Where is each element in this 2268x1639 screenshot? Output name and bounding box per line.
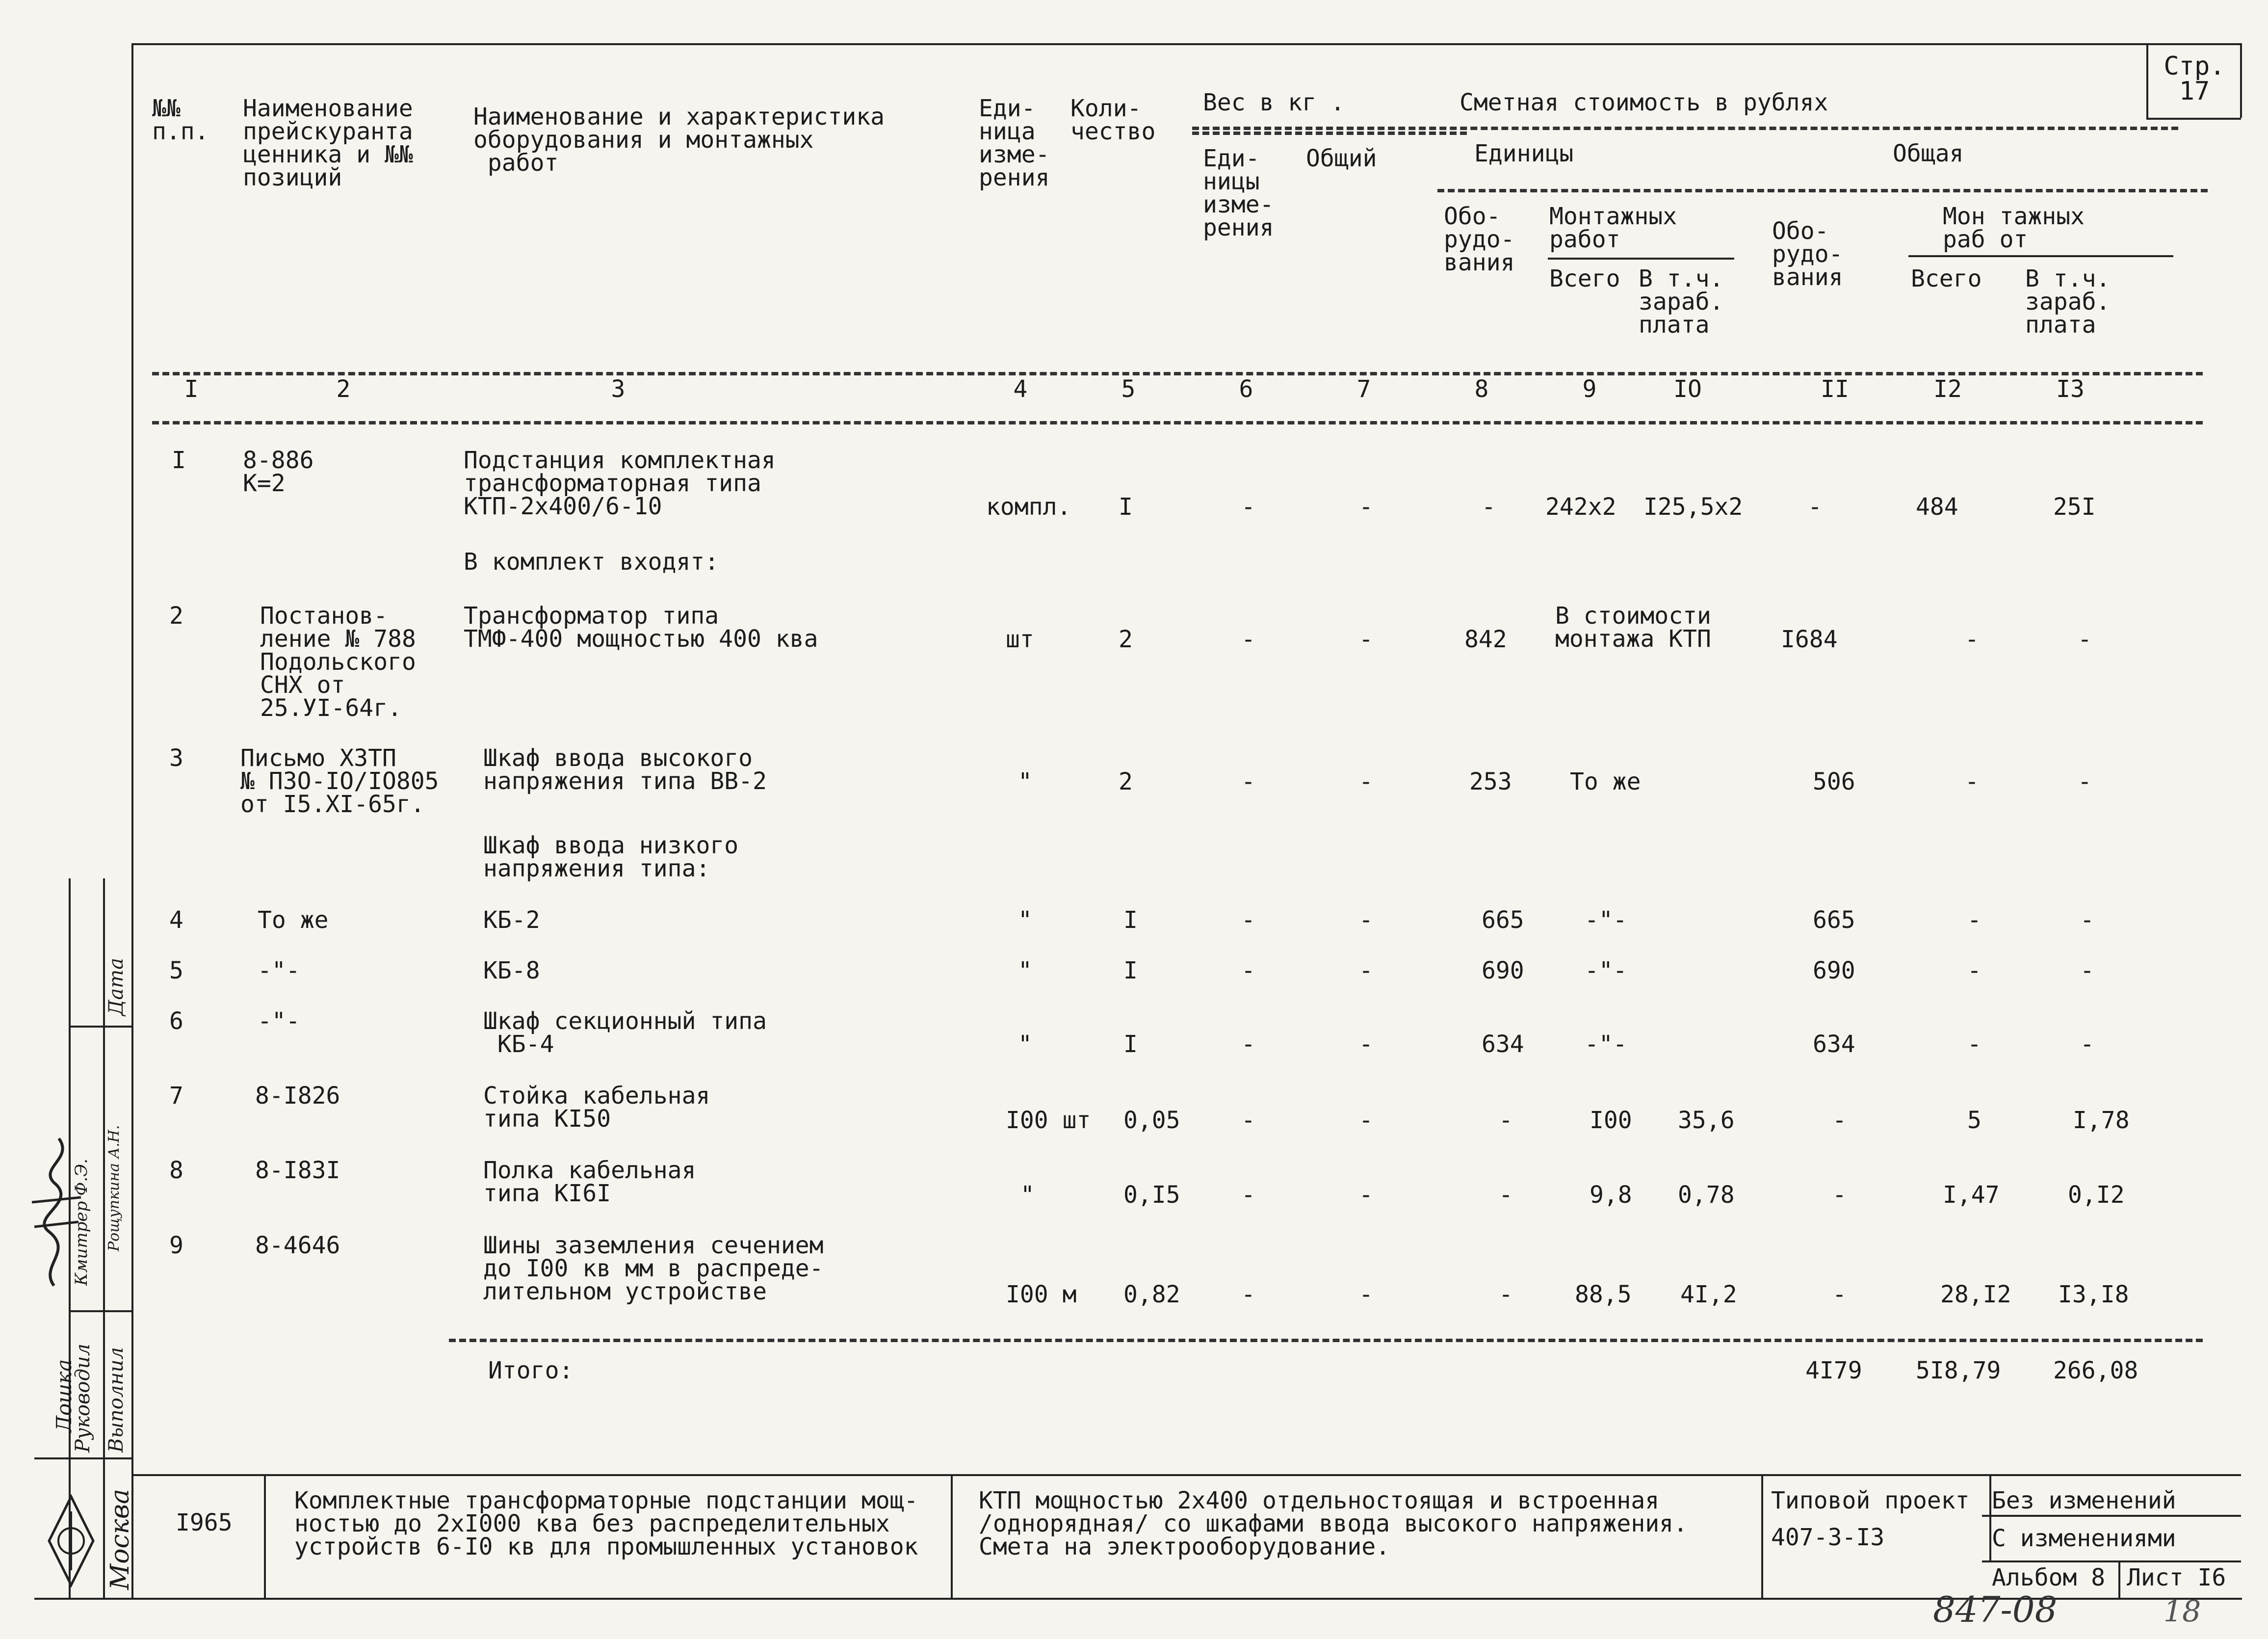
header-wage-unit: В т.ч. зараб. плата [1639, 265, 1724, 339]
row-5-name: КБ-8 [483, 957, 540, 984]
row-6-c13: - [2080, 1031, 2094, 1058]
header-equipment-total: Обо- рудо- вания [1772, 217, 1843, 291]
footer-subject: КТП мощностью 2х400 отдельностоящая и встроенная /однорядная/ со шкафами ввода высокого напряжения. Смета на электрооборудование. [979, 1487, 1688, 1561]
col-number-4: 4 [1013, 375, 1028, 403]
row-6-unit: " [1018, 1031, 1032, 1058]
row-5-c11: 690 [1813, 957, 1855, 984]
footer-divider-2 [951, 1474, 953, 1598]
row-6-c11: 634 [1813, 1031, 1855, 1058]
row-6-c8: 634 [1482, 1031, 1524, 1058]
row-lv-heading: Шкаф ввода низкого напряжения типа: [483, 832, 739, 883]
row-3-unit: " [1018, 768, 1032, 795]
row-3-c12: - [1965, 768, 1979, 795]
row-2-c12: - [1965, 626, 1979, 653]
header-line-install-total [1908, 255, 2173, 257]
row-1-c8: - [1482, 493, 1496, 521]
header-weight-total: Общий [1306, 145, 1377, 172]
row-9-w-total: - [1359, 1281, 1373, 1308]
handwritten-mark: 18 [2164, 1594, 2201, 1629]
row-8-c12: I,47 [1943, 1181, 2000, 1209]
header-col-qty: Коли- чество [1070, 95, 1156, 146]
row-8-ref: 8-I83I [255, 1157, 340, 1184]
header-col-unit: Еди- ница изме- рения [979, 95, 1050, 192]
row-9-c8: - [1499, 1281, 1513, 1308]
footer-album: Альбом 8 [1992, 1564, 2106, 1591]
header-col-pricelist: Наименование прейскуранта ценника и №№ позиций [243, 95, 413, 192]
row-6-c12: - [1967, 1031, 1981, 1058]
col-number-9: 9 [1582, 375, 1597, 403]
row-8-c11: - [1832, 1181, 1847, 1209]
stamp-name-1: Кмитрер Ф.Э. [72, 1159, 91, 1286]
col-number-7: 7 [1356, 375, 1371, 403]
row-6-w-total: - [1359, 1031, 1373, 1058]
footer-with-changes: С изменениями [1992, 1525, 2176, 1552]
row-4-ref: То же [258, 906, 329, 934]
header-weight-unit: Еди- ницы изме- рения [1203, 145, 1274, 242]
row-8-c10: 0,78 [1678, 1181, 1735, 1209]
row-5-c13: - [2080, 957, 2094, 984]
header-all-total: Всего [1911, 265, 1982, 292]
row-9-c11: - [1832, 1281, 1847, 1308]
row-8-w-unit: - [1241, 1181, 1255, 1209]
row-6-name: Шкаф секционный типа КБ-4 [483, 1007, 767, 1058]
stamp-date: Дата [105, 957, 128, 1016]
row-7-qty: 0,05 [1123, 1107, 1180, 1134]
col-number-1: I [184, 375, 199, 403]
handwritten-code: 847-08 [1933, 1589, 2058, 1630]
row-1-no: I [172, 447, 186, 474]
row-9-c13: I3,I8 [2058, 1281, 2129, 1308]
total-c12: 5I8,79 [1916, 1357, 2001, 1384]
row-1-c11: - [1808, 493, 1822, 521]
row-5-w-unit: - [1241, 957, 1255, 984]
row-4-w-total: - [1359, 906, 1373, 934]
row-1-name: Подстанция комплектная трансформаторная типа КТП-2х400/6-10 [464, 447, 776, 521]
row-1-c12: 484 [1916, 493, 1958, 521]
row-6-w-unit: - [1241, 1031, 1255, 1058]
footer-bottom-line [34, 1598, 2242, 1600]
row-2-name: Трансформатор типа ТМФ-400 мощностью 400 ква [464, 602, 818, 653]
footer-year: I965 [176, 1509, 233, 1536]
row-3-qty: 2 [1119, 768, 1133, 795]
header-unit-group: Единицы [1474, 140, 1574, 167]
col-number-10: IO [1673, 375, 1702, 403]
row-7-w-unit: - [1241, 1107, 1255, 1134]
row-1-w-unit: - [1241, 493, 1255, 521]
footer-divider-1 [264, 1474, 266, 1598]
header-bottom-dashed-1 [152, 372, 2203, 375]
footer-description: Комплектные трансформаторные подстанции мощ- ностью до 2хI000 ква без распределительных устройств 6-I0 кв для промышленных установок [294, 1487, 918, 1561]
row-7-c13: I,78 [2073, 1107, 2130, 1134]
header-all-unit: Всего [1549, 265, 1620, 292]
row-9-unit: I00 м [1006, 1281, 1077, 1308]
footer-mid-line [1982, 1515, 2241, 1517]
row-8-name: Полка кабельная типа КI6I [483, 1157, 696, 1208]
row-8-w-total: - [1359, 1181, 1373, 1209]
footer-project-number: 407-3-I3 [1771, 1524, 1885, 1551]
row-5-c12: - [1967, 957, 1981, 984]
row-1-w-total: - [1359, 493, 1373, 521]
row-2-qty: 2 [1119, 626, 1133, 653]
header-wage-total: В т.ч. зараб. плата [2025, 265, 2111, 339]
row-7-unit: I00 шт [1006, 1107, 1091, 1134]
footer-divider-5 [2118, 1560, 2120, 1598]
row-9-no: 9 [169, 1232, 183, 1259]
row-1-qty: I [1119, 493, 1133, 521]
page-label: Стр. 17 [2164, 52, 2225, 106]
col-number-5: 5 [1121, 375, 1136, 403]
row-9-name: Шины заземления сечением до I00 кв мм в распреде- лительном устройстве [483, 1232, 824, 1306]
header-dashed-line-cost [1192, 127, 2178, 130]
row-1-c9: 242х2 [1545, 493, 1616, 521]
row-1-c10: I25,5х2 [1643, 493, 1743, 521]
footer-city: Москва [105, 1489, 135, 1590]
row-4-unit: " [1018, 906, 1032, 934]
row-3-w-total: - [1359, 768, 1373, 795]
header-col-no: №№ п.п. [152, 95, 209, 146]
frame-left-line [131, 43, 133, 1599]
institute-logo [44, 1492, 98, 1590]
row-7-w-total: - [1359, 1107, 1373, 1134]
header-cost-group: Сметная стоимость в рублях [1460, 89, 1828, 116]
header-col-name: Наименование и характеристика оборудования и монтажных работ [473, 103, 885, 177]
footer-no-changes: Без изменений [1992, 1487, 2176, 1514]
row-6-c9: -"- [1585, 1031, 1627, 1058]
row-4-no: 4 [169, 906, 183, 934]
total-c11: 4I79 [1805, 1357, 1862, 1384]
row-7-ref: 8-I826 [255, 1082, 340, 1110]
row-7-no: 7 [169, 1082, 183, 1110]
row-3-no: 3 [169, 744, 183, 772]
footer-project-label: Типовой проект [1771, 1487, 1970, 1514]
total-label: Итого: [488, 1357, 574, 1384]
row-9-c12: 28,I2 [1940, 1281, 2011, 1308]
row-9-w-unit: - [1241, 1281, 1255, 1308]
row-3-c13: - [2078, 768, 2092, 795]
footer-divider-4 [1989, 1474, 1991, 1561]
header-dashed-line-weight [1192, 132, 1467, 135]
header-total-group: Общая [1893, 140, 1964, 167]
row-1-unit: компл. [986, 493, 1071, 521]
footer-top-line [131, 1474, 2241, 1476]
row-9-qty: 0,82 [1123, 1281, 1180, 1308]
row-7-c8: - [1499, 1107, 1513, 1134]
row-7-c12: 5 [1967, 1107, 1981, 1134]
row-3-c9: То же [1570, 768, 1641, 795]
row-2-w-total: - [1359, 626, 1373, 653]
col-number-6: 6 [1239, 375, 1253, 403]
row-6-ref: -"- [258, 1007, 300, 1035]
row-7-name: Стойка кабельная типа КI50 [483, 1082, 710, 1133]
row-5-c9: -"- [1585, 957, 1627, 984]
row-1-c13: 25I [2053, 493, 2096, 521]
row-4-c12: - [1967, 906, 1981, 934]
row-7-c9: I00 [1590, 1107, 1632, 1134]
col-number-12: I2 [1933, 375, 1962, 403]
row-2-c13: - [2078, 626, 2092, 653]
header-dashed-line-units [1437, 189, 2208, 192]
header-weight-group: Вес в кг . [1203, 89, 1345, 116]
row-4-c8: 665 [1482, 906, 1524, 934]
row-4-c11: 665 [1813, 906, 1855, 934]
stamp-role-head: Руководил [72, 1343, 94, 1453]
row-3-c8: 253 [1469, 768, 1512, 795]
row-9-c9: 88,5 [1575, 1281, 1632, 1308]
page-label-box-left [2146, 43, 2148, 118]
col-number-2: 2 [336, 375, 351, 403]
row-8-unit: " [1020, 1181, 1035, 1209]
row-4-c13: - [2080, 906, 2094, 934]
signature-scribble [20, 1129, 98, 1295]
stamp-name-3: Лошка [52, 1359, 76, 1433]
footer-divider-3 [1761, 1474, 1763, 1598]
row-6-no: 6 [169, 1007, 183, 1035]
row-2-no: 2 [169, 602, 183, 630]
row-2-c11: I684 [1781, 626, 1838, 653]
row-8-c9: 9,8 [1590, 1181, 1632, 1209]
row-3-name: Шкаф ввода высокого напряжения типа ВВ-2 [483, 744, 767, 795]
row-8-c13: 0,I2 [2068, 1181, 2125, 1209]
row-5-w-total: - [1359, 957, 1373, 984]
row-2-c9: В стоимости монтажа КТП [1555, 602, 1711, 653]
header-install-total: Мон тажных раб от [1943, 203, 2085, 254]
frame-top-line [131, 43, 2241, 45]
row-3-c11: 506 [1813, 768, 1855, 795]
header-equipment-unit: Обо- рудо- вания [1444, 203, 1515, 277]
row-5-qty: I [1123, 957, 1138, 984]
footer-album-line [1982, 1560, 2241, 1562]
row-8-no: 8 [169, 1157, 183, 1184]
page-label-box-bottom [2146, 118, 2241, 120]
row-7-c10: 35,6 [1678, 1107, 1735, 1134]
stamp-row-line-2 [69, 1310, 131, 1312]
row-3-ref: Письмо ХЗТП № ПЗО-IO/IO805 от I5.XI-65г. [240, 744, 439, 819]
footer-sheet: Лист I6 [2127, 1564, 2226, 1591]
row-2-w-unit: - [1241, 626, 1255, 653]
row-9-ref: 8-4646 [255, 1232, 340, 1259]
row-5-unit: " [1018, 957, 1032, 984]
row-7-c11: - [1832, 1107, 1847, 1134]
row-4-c9: -"- [1585, 906, 1627, 934]
row-2-c8: 842 [1464, 626, 1507, 653]
row-1-ref: 8-886 К=2 [243, 447, 314, 498]
row-5-ref: -"- [258, 957, 300, 984]
header-install-unit: Монтажных работ [1549, 203, 1677, 254]
header-bottom-dashed-2 [152, 421, 2203, 424]
row-8-qty: 0,I5 [1123, 1181, 1180, 1209]
row-4-name: КБ-2 [483, 906, 540, 934]
row-9-c10: 4I,2 [1680, 1281, 1737, 1308]
row-3-w-unit: - [1241, 768, 1255, 795]
stamp-name-2: Рощупкина А.Н. [105, 1125, 123, 1251]
row-4-qty: I [1123, 906, 1138, 934]
row-5-c8: 690 [1482, 957, 1524, 984]
stamp-row-line-3 [34, 1457, 131, 1459]
row-6-qty: I [1123, 1031, 1138, 1058]
row-8-c8: - [1499, 1181, 1513, 1209]
col-number-3: 3 [611, 375, 626, 403]
row-5-no: 5 [169, 957, 183, 984]
col-number-11: II [1821, 375, 1849, 403]
stamp-row-line-1 [69, 1026, 131, 1028]
row-2-ref: Постанов- ление № 788 Подольского СНХ от 25.УI-64г. [260, 602, 416, 722]
col-number-13: I3 [2056, 375, 2085, 403]
total-dashed-line [449, 1339, 2203, 1342]
stamp-role-done: Выполнил [105, 1347, 128, 1453]
col-number-8: 8 [1474, 375, 1489, 403]
row-kit-heading: В комплект входят: [464, 548, 719, 576]
row-2-unit: шт [1006, 626, 1034, 653]
total-c13: 266,08 [2053, 1357, 2138, 1384]
row-4-w-unit: - [1241, 906, 1255, 934]
page-label-box-right [2240, 43, 2242, 118]
header-line-install-unit [1548, 258, 1734, 260]
